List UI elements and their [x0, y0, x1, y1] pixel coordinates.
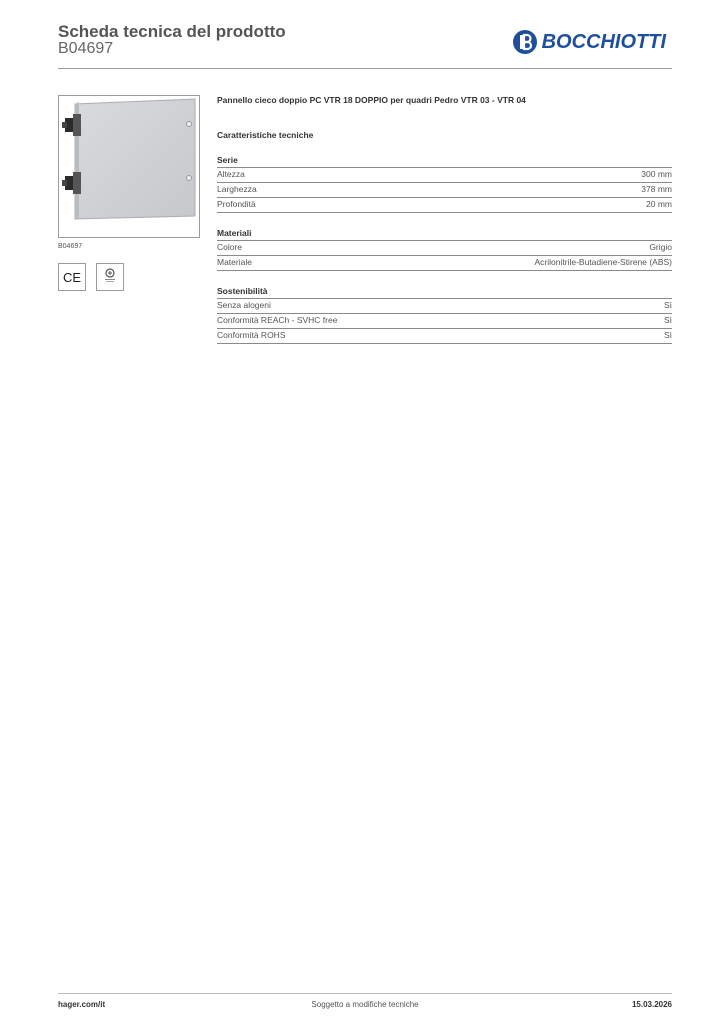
spec-label: Conformità REACh - SVHC free — [217, 315, 338, 325]
spec-label: Larghezza — [217, 184, 257, 194]
product-code: B04697 — [58, 40, 114, 57]
spec-value: Sì — [663, 330, 672, 340]
spec-row — [217, 299, 672, 314]
document-title: Scheda tecnica del prodotto — [58, 22, 286, 41]
spec-row — [217, 256, 672, 271]
spec-value: 20 mm — [646, 199, 672, 209]
spec-label: Conformità ROHS — [217, 330, 286, 340]
spec-row — [217, 198, 672, 213]
spec-row — [217, 168, 672, 183]
blind-panel-illustration — [59, 96, 199, 237]
footer-date: 15.03.2026 — [631, 1000, 672, 1009]
spec-label: Profondità — [217, 199, 256, 209]
spec-value: Grigio — [649, 242, 672, 252]
footer-note: Soggetto a modifiche tecniche — [311, 1000, 419, 1009]
tech-characteristics-heading: Caratteristiche tecniche — [217, 130, 314, 140]
spec-label: Materiale — [217, 257, 252, 267]
brand-name: BOCCHIOTTI — [541, 30, 666, 53]
spec-row — [217, 183, 672, 198]
page-header — [58, 20, 672, 69]
group-title-materiali: Materiali — [217, 228, 672, 241]
spec-row — [217, 329, 672, 344]
spec-row — [217, 314, 672, 329]
page-footer — [58, 993, 672, 1014]
spec-label: Colore — [217, 242, 243, 252]
product-description: Pannello cieco doppio PC VTR 18 DOPPIO per quadri Pedro VTR 03 - VTR 04 — [217, 95, 526, 105]
bocchiotti-logo-icon — [512, 29, 538, 55]
spec-value: 378 mm — [641, 184, 672, 194]
spec-label: Senza alogeni — [217, 300, 271, 310]
spec-row — [217, 241, 672, 256]
group-title-sostenibilita: Sostenibilità — [217, 286, 672, 299]
image-caption-code: B04697 — [58, 243, 83, 250]
spec-label: Altezza — [217, 169, 245, 179]
spec-value: 300 mm — [641, 169, 672, 179]
certification-seal-icon — [96, 263, 124, 291]
spec-value: Sì — [663, 315, 672, 325]
group-title-serie: Serie — [217, 155, 672, 168]
spec-value: Acrilonitrile-Butadiene-Stirene (ABS) — [534, 257, 672, 267]
ce-certification-icon: CE — [58, 263, 86, 291]
spec-value: Sì — [663, 300, 672, 310]
footer-website-link[interactable]: hager.com/it — [58, 1000, 106, 1009]
technical-specifications — [217, 95, 672, 344]
product-image — [58, 95, 200, 238]
brand-logo — [512, 29, 666, 55]
